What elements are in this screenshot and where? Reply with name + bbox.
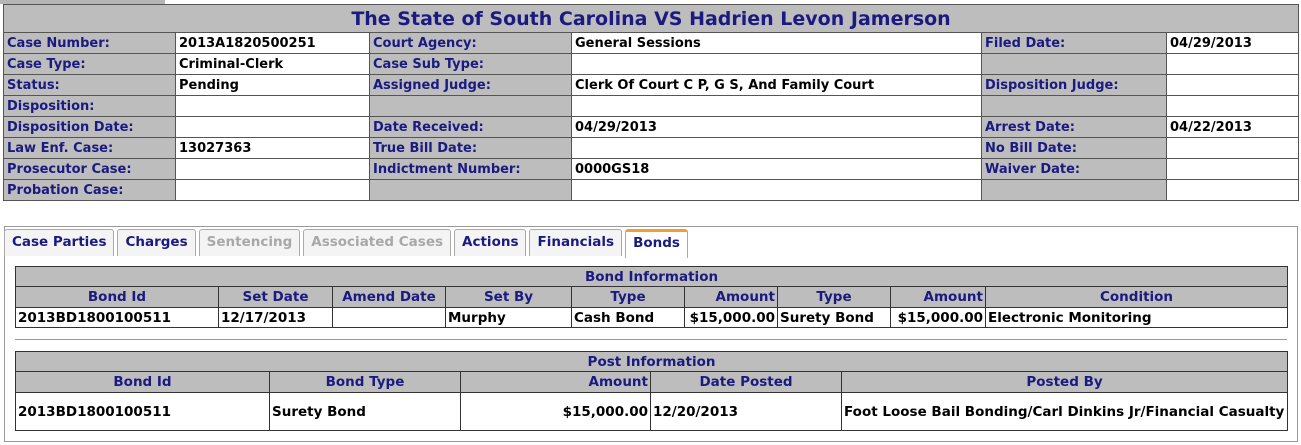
case-field-label: Case Type:: [4, 54, 176, 75]
case-field-label: Law Enf. Case:: [4, 138, 176, 159]
case-row: [4, 138, 1299, 159]
case-row: [4, 117, 1299, 138]
case-row: [4, 159, 1299, 180]
tab-associated-cases: Associated Cases: [303, 229, 451, 256]
case-row: [4, 33, 1299, 54]
case-field-label: Indictment Number:: [370, 159, 572, 180]
bond-cell: Cash Bond: [572, 308, 685, 328]
post-cell: $15,000.00: [461, 393, 651, 431]
case-field-label: Filed Date:: [982, 33, 1167, 54]
post-column-header: Posted By: [842, 372, 1288, 393]
case-field-value: [176, 117, 370, 138]
bond-cell: 12/17/2013: [219, 308, 333, 328]
post-cell: Surety Bond: [270, 393, 461, 431]
bond-cell: Surety Bond: [778, 308, 891, 328]
case-field-label: [370, 180, 572, 201]
tab-financials[interactable]: Financials: [529, 229, 622, 256]
case-field-label: Arrest Date:: [982, 117, 1167, 138]
case-field-value: [176, 180, 370, 201]
bond-header-row: [16, 287, 1288, 308]
case-field-value: [572, 138, 982, 159]
bond-information-table: [15, 266, 1288, 328]
tab-bar: [4, 229, 691, 257]
bond-column-header: Type: [778, 287, 891, 308]
tab-charges[interactable]: Charges: [117, 229, 195, 256]
case-field-value: [1167, 75, 1299, 96]
bond-cell: 2013BD1800100511: [16, 308, 219, 328]
case-row: [4, 180, 1299, 201]
post-column-header: Bond Id: [16, 372, 270, 393]
bond-cell: $15,000.00: [891, 308, 986, 328]
bond-column-header: Amend Date: [333, 287, 446, 308]
case-field-value: 2013A1820500251: [176, 33, 370, 54]
case-row: [4, 96, 1299, 117]
section-divider: [15, 339, 1287, 340]
case-field-value: [1167, 138, 1299, 159]
case-field-label: Prosecutor Case:: [4, 159, 176, 180]
post-column-header: Amount: [461, 372, 651, 393]
case-field-label: Disposition Date:: [4, 117, 176, 138]
case-field-label: Case Sub Type:: [370, 54, 572, 75]
case-field-label: Case Number:: [4, 33, 176, 54]
case-field-label: Disposition Judge:: [982, 75, 1167, 96]
bond-column-header: Bond Id: [16, 287, 219, 308]
case-field-value: [176, 96, 370, 117]
bond-column-header: Type: [572, 287, 685, 308]
case-field-value: [1167, 96, 1299, 117]
case-field-value: Criminal-Clerk: [176, 54, 370, 75]
post-column-header: Date Posted: [651, 372, 842, 393]
case-field-label: No Bill Date:: [982, 138, 1167, 159]
case-field-value: [572, 180, 982, 201]
case-field-value: General Sessions: [572, 33, 982, 54]
case-field-label: True Bill Date:: [370, 138, 572, 159]
post-header-row: [16, 372, 1288, 393]
tab-actions[interactable]: Actions: [454, 229, 526, 256]
case-field-label: [982, 54, 1167, 75]
case-header-table: [3, 4, 1299, 201]
case-field-label: [982, 96, 1167, 117]
case-field-value: [572, 96, 982, 117]
case-field-value: [572, 54, 982, 75]
case-field-label: [982, 180, 1167, 201]
bond-column-header: Set Date: [219, 287, 333, 308]
post-cell: Foot Loose Bail Bonding/Carl Dinkins Jr/Financial Casualty: [842, 393, 1288, 431]
bond-cell: Murphy: [446, 308, 572, 328]
bond-column-header: Condition: [986, 287, 1288, 308]
bond-information-title: Bond Information: [16, 267, 1288, 287]
bond-cell: $15,000.00: [685, 308, 778, 328]
bond-cell: [333, 308, 446, 328]
case-field-value: 13027363: [176, 138, 370, 159]
case-field-label: Waiver Date:: [982, 159, 1167, 180]
post-cell: 12/20/2013: [651, 393, 842, 431]
post-row: [16, 393, 1288, 431]
tab-sentencing: Sentencing: [199, 229, 301, 256]
case-field-value: 04/29/2013: [572, 117, 982, 138]
case-field-label: Probation Case:: [4, 180, 176, 201]
case-field-value: [1167, 159, 1299, 180]
bond-column-header: Set By: [446, 287, 572, 308]
post-information-title: Post Information: [16, 352, 1288, 372]
tab-case-parties[interactable]: Case Parties: [4, 229, 114, 256]
case-field-value: [1167, 180, 1299, 201]
case-field-value: 04/29/2013: [1167, 33, 1299, 54]
bond-column-header: Amount: [891, 287, 986, 308]
case-row: [4, 54, 1299, 75]
case-field-value: 0000GS18: [572, 159, 982, 180]
case-field-label: Assigned Judge:: [370, 75, 572, 96]
case-field-label: Status:: [4, 75, 176, 96]
case-row: [4, 75, 1299, 96]
case-field-value: [176, 159, 370, 180]
case-field-value: Pending: [176, 75, 370, 96]
post-cell: 2013BD1800100511: [16, 393, 270, 431]
case-field-label: Court Agency:: [370, 33, 572, 54]
post-information-table: [15, 351, 1288, 431]
case-field-value: [1167, 54, 1299, 75]
case-field-label: [370, 96, 572, 117]
bond-column-header: Amount: [685, 287, 778, 308]
bond-cell: Electronic Monitoring: [986, 308, 1288, 328]
case-field-label: Date Received:: [370, 117, 572, 138]
bond-row: [16, 308, 1288, 328]
case-title: The State of South Carolina VS Hadrien Levon Jamerson: [4, 5, 1299, 33]
post-column-header: Bond Type: [270, 372, 461, 393]
tab-bonds[interactable]: Bonds: [625, 229, 688, 258]
case-field-value: 04/22/2013: [1167, 117, 1299, 138]
case-field-value: Clerk Of Court C P, G S, And Family Court: [572, 75, 982, 96]
case-field-label: Disposition:: [4, 96, 176, 117]
